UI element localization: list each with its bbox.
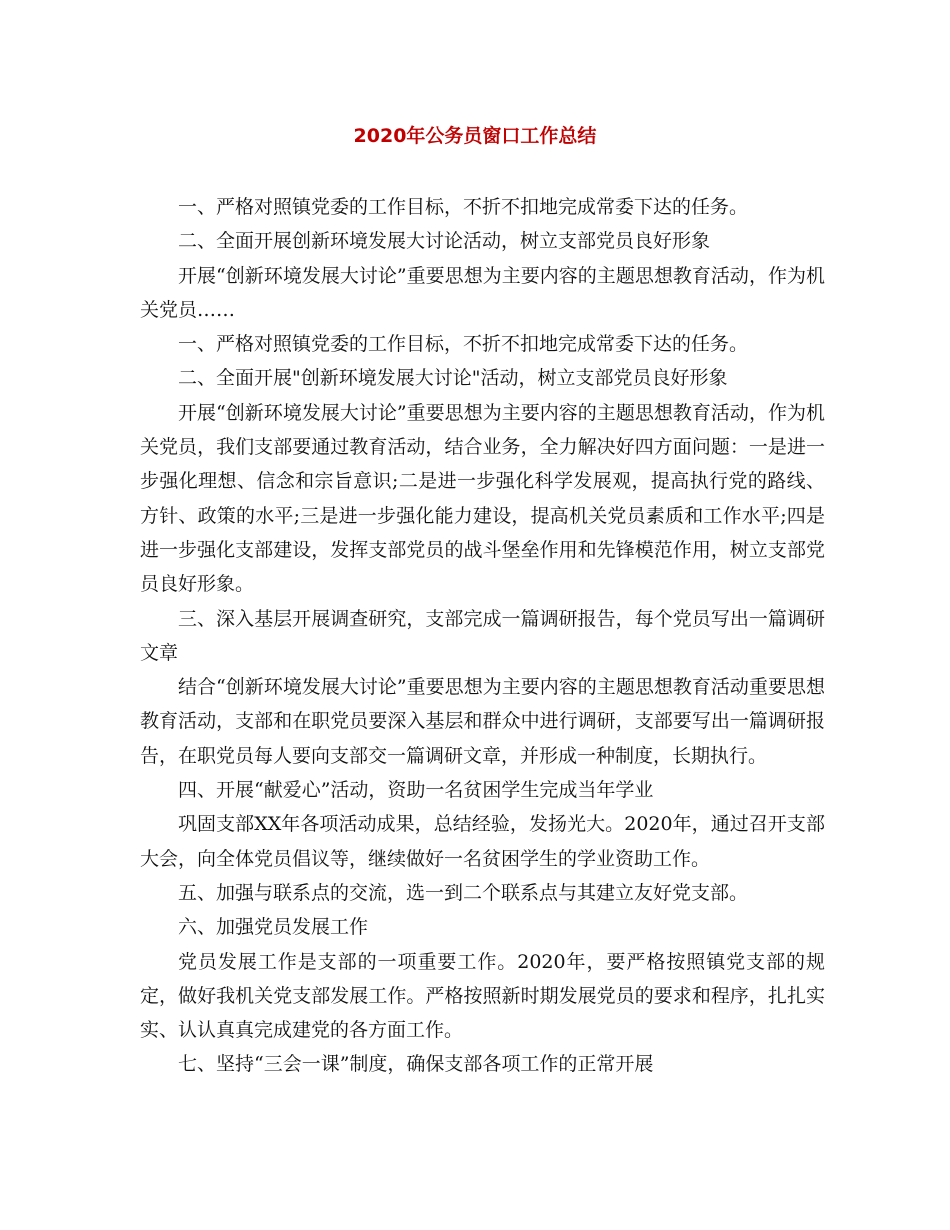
paragraph: 二、全面开展"创新环境发展大讨论"活动，树立支部党员良好形象	[178, 367, 728, 390]
paragraph: 三、深入基层开展调查研究，支部完成一篇调研报告，每个党员写出一篇调研文章	[140, 607, 825, 664]
document-body	[140, 190, 825, 1082]
paragraph: 五、加强与联系点的交流，选一到二个联系点与其建立友好党支部。	[178, 881, 749, 904]
paragraph: 七、坚持“三会一课”制度，确保支部各项工作的正常开展	[178, 1053, 654, 1076]
document-title: 2020年公务员窗口工作总结	[353, 125, 597, 147]
paragraph: 四、开展“献爱心”活动，资助一名贫困学生完成当年学业	[178, 779, 654, 802]
paragraph: 一、严格对照镇党委的工作目标，不折不扣地完成常委下达的任务。	[178, 333, 749, 356]
paragraph: 开展“创新环境发展大讨论”重要思想为主要内容的主题思想教育活动，作为机关党员……	[140, 264, 825, 321]
paragraph: 巩固支部XX年各项活动成果，总结经验，发扬光大。2020年，通过召开支部大会，向全体党员倡议等，继续做好一名贫困学生的学业资助工作。	[140, 813, 825, 870]
paragraph: 开展“创新环境发展大讨论”重要思想为主要内容的主题思想教育活动，作为机关党员，我们支部要通过教育活动，结合业务，全力解决好四方面问题：一是进一步强化理想、信念和宗旨意识;二是进一步强化科学发展观，提高执行党的路线、方针、政策的水平;三是进一步强化能力建设，提高机关党员素质和工作水平;四是进一步强化支部建设，发挥支部党员的战斗堡垒作用和先锋模范作用，树立支部党员良好形象。	[140, 401, 825, 596]
paragraph: 结合“创新环境发展大讨论”重要思想为主要内容的主题思想教育活动重要思想教育活动，支部和在职党员要深入基层和群众中进行调研，支部要写出一篇调研报告，在职党员每人要向支部交一篇调研文章，并形成一种制度，长期执行。	[140, 676, 825, 767]
paragraph: 六、加强党员发展工作	[178, 916, 369, 939]
paragraph: 一、严格对照镇党委的工作目标，不折不扣地完成常委下达的任务。	[178, 196, 749, 218]
paragraph: 党员发展工作是支部的一项重要工作。2020年，要严格按照镇党支部的规定，做好我机关党支部发展工作。严格按照新时期发展党员的要求和程序，扎扎实实、认认真真完成建党的各方面工作。	[140, 950, 825, 1042]
paragraph: 二、全面开展创新环境发展大讨论活动，树立支部党员良好形象	[178, 230, 711, 253]
